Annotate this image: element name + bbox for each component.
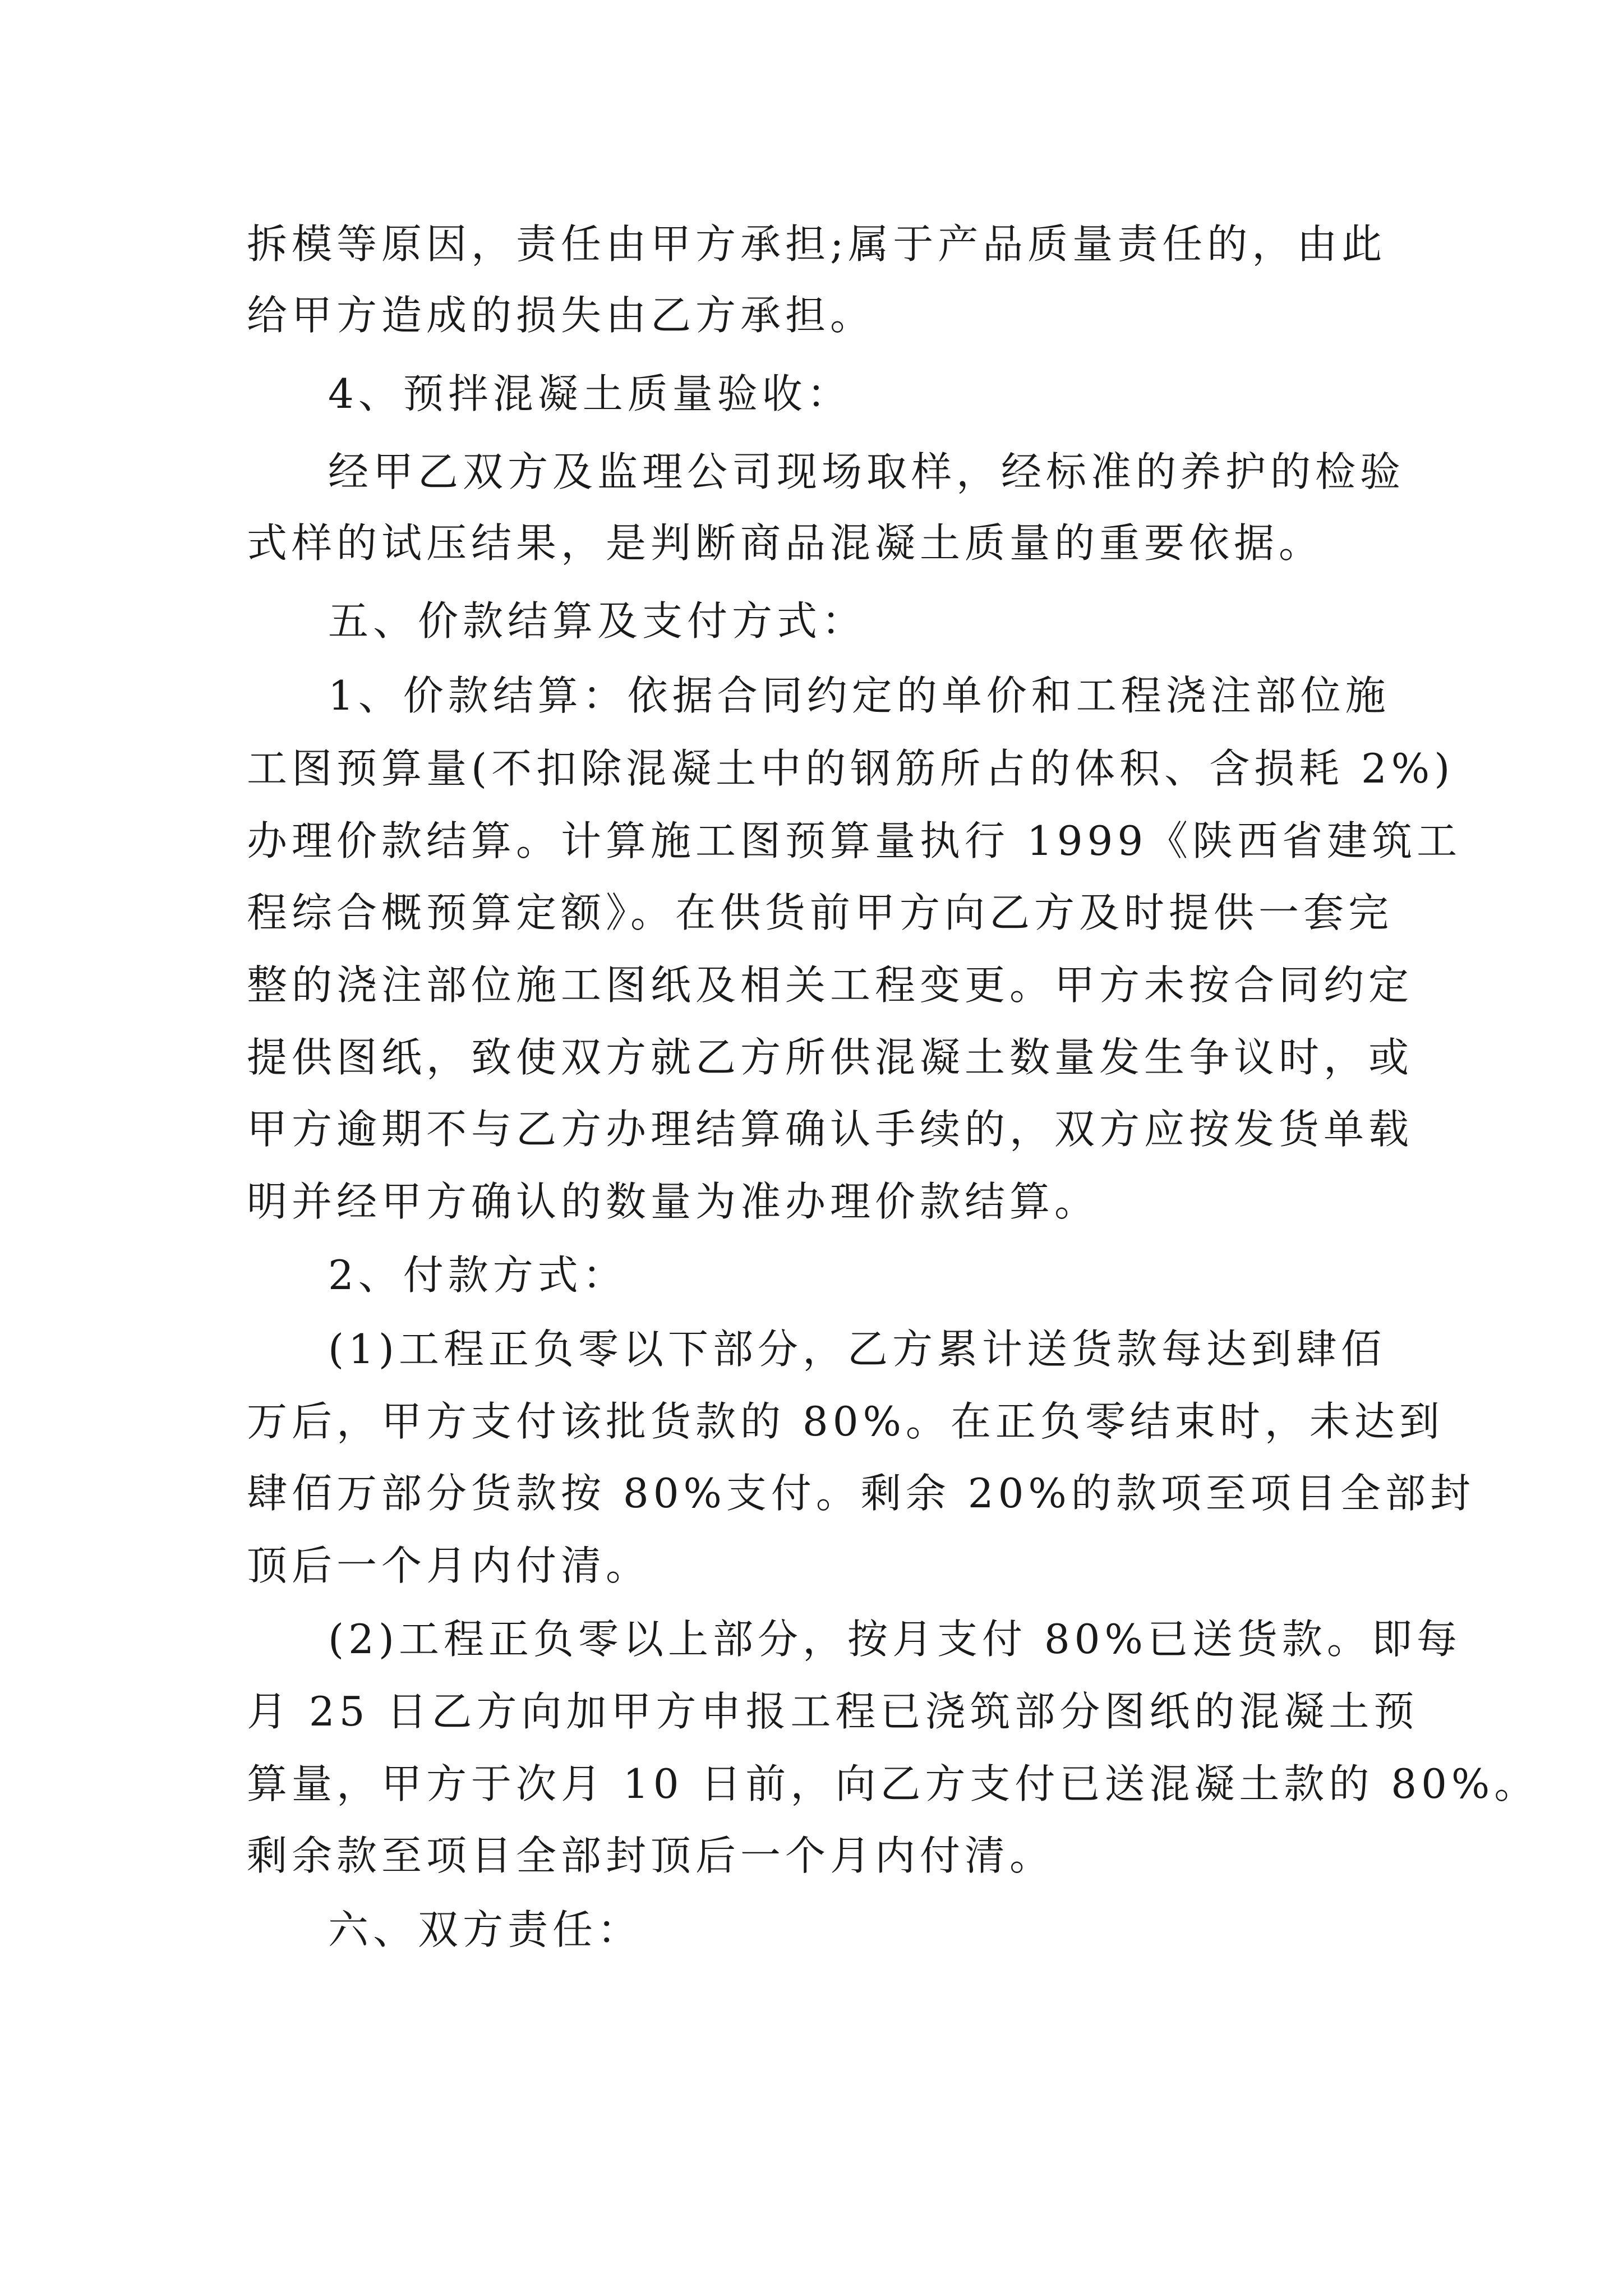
text-line: 肆佰万部分货款按 80%支付。剩余 20%的款项至项目全部封	[247, 1470, 1475, 1517]
text-line: 剩余款至项目全部封顶后一个月内付清。	[247, 1832, 1055, 1879]
text-line: 4、预拌混凝土质量验收：	[328, 370, 852, 417]
section-heading: 六、双方责任：	[328, 1906, 643, 1953]
text-line: 办理价款结算。计算施工图预算量执行 1999《陕西省建筑工	[247, 817, 1462, 864]
text-line: 程综合概预算定额》。在供货前甲方向乙方及时提供一套完	[247, 889, 1394, 936]
text-line: 甲方逾期不与乙方办理结算确认手续的，双方应按发货单载	[247, 1106, 1414, 1153]
text-line: 整的浇注部位施工图纸及相关工程变更。甲方未按合同约定	[247, 961, 1414, 1009]
text-line: 顶后一个月内付清。	[247, 1542, 651, 1589]
text-line: 拆模等原因，责任由甲方承担;属于产品质量责任的，由此	[247, 220, 1387, 268]
section-heading: 五、价款结算及支付方式：	[328, 597, 867, 645]
text-line: 式样的试压结果，是判断商品混凝土质量的重要依据。	[247, 519, 1324, 567]
text-line: 算量，甲方于次月 10 日前，向乙方支付已送混凝土款的 80%。	[247, 1760, 1539, 1807]
text-line: 工图预算量(不扣除混凝土中的钢筋所占的体积、含损耗 2%)	[247, 745, 1455, 792]
text-line: 1、价款结算：依据合同约定的单价和工程浇注部位施	[328, 672, 1390, 719]
text-line: (2)工程正负零以上部分，按月支付 80%已送货款。即每	[328, 1616, 1461, 1663]
text-line: 2、付款方式：	[328, 1251, 628, 1299]
text-line: 经甲乙双方及监理公司现场取样，经标准的养护的检验	[328, 448, 1405, 495]
text-line: 给甲方造成的损失由乙方承担。	[247, 292, 875, 339]
text-line: 提供图纸，致使双方就乙方所供混凝土数量发生争议时，或	[247, 1034, 1414, 1081]
text-line: 万后，甲方支付该批货款的 80%。在正负零结束时，未达到	[247, 1398, 1444, 1445]
text-line: (1)工程正负零以下部分，乙方累计送货款每达到肆佰	[328, 1326, 1386, 1373]
text-line: 明并经甲方确认的数量为准办理价款结算。	[247, 1178, 1100, 1225]
text-line: 月 25 日乙方向加甲方申报工程已浇筑部分图纸的混凝土预	[247, 1688, 1419, 1735]
